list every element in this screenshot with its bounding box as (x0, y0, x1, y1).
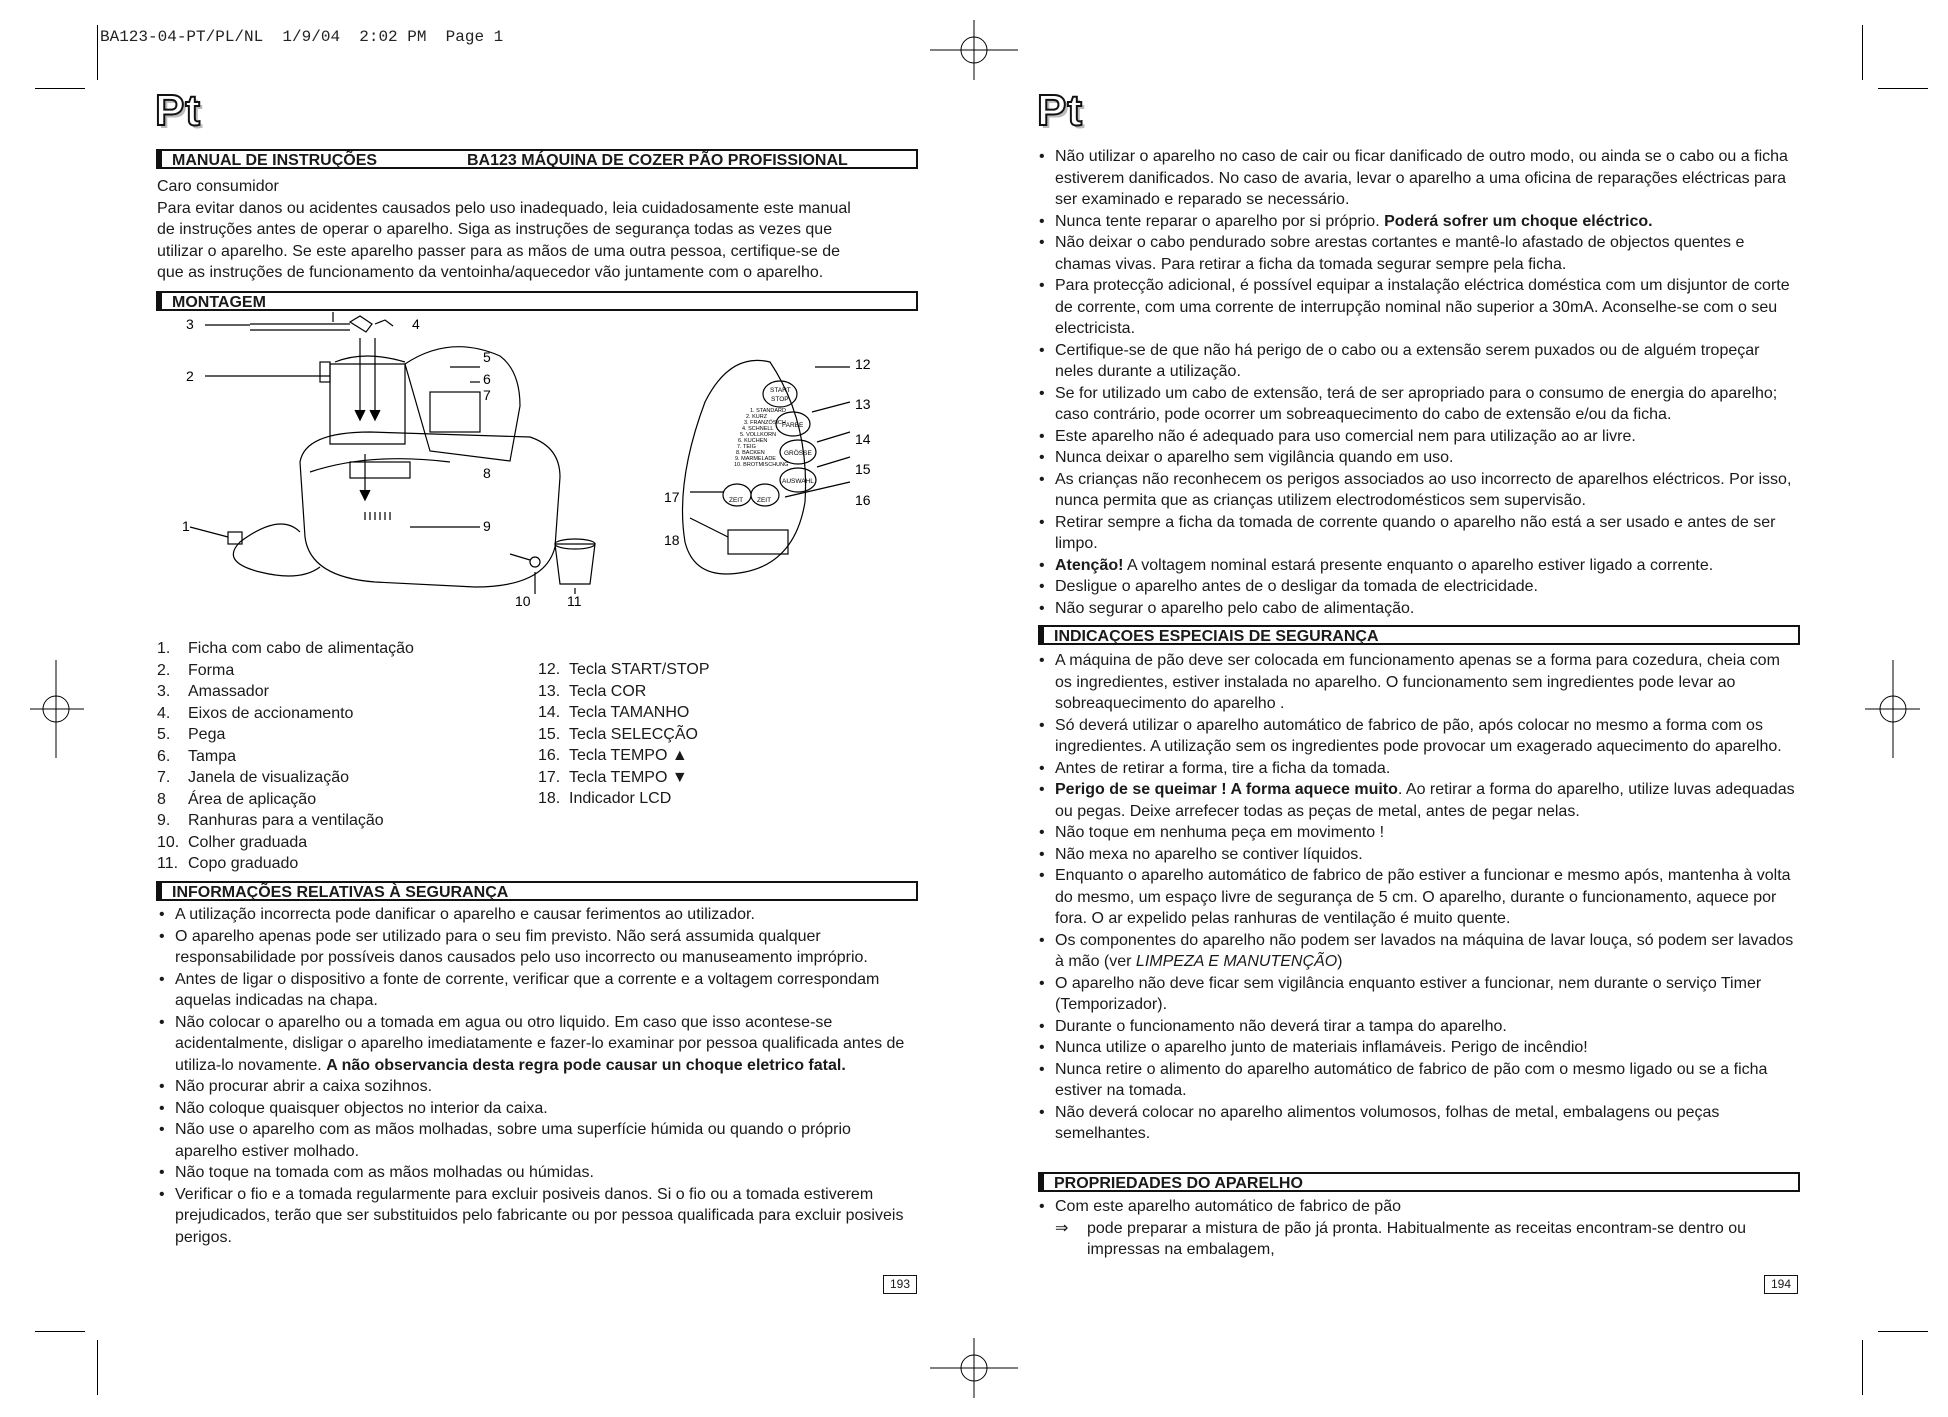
panel-program: 7. TEIG (737, 444, 756, 450)
manual-header-model: BA123 MÁQUINA DE COZER PÃO PROFISSIONAL (467, 152, 848, 169)
figure-number: 5 (483, 349, 491, 365)
parts-num: 13. (538, 682, 561, 700)
list-item (1037, 1016, 1797, 1038)
list-item (1037, 469, 1797, 512)
safety-list (157, 904, 917, 1248)
figure-number: 14 (855, 431, 871, 447)
list-item-text: Durante o funcionamento não deverá tirar a tampa do aparelho. (1055, 1017, 1507, 1035)
panel-program: 3. FRANZÖSICH (744, 420, 786, 426)
list-item (1037, 779, 1797, 822)
special-safety-header-label: INDICAÇOES ESPECIAIS DE SEGURANÇA (1054, 628, 1379, 645)
parts-text: Tecla TEMPO ▲ (569, 747, 688, 764)
list-item-text: Não toque na tomada com as mãos molhadas ou húmidas. (175, 1164, 594, 1181)
intro-line: de instruções antes de operar o aparelho. Siga as instruções de segurança todas as vezes que (157, 221, 833, 238)
parts-text: Indicador LCD (569, 790, 672, 807)
properties-header-label: PROPRIEDADES DO APARELHO (1054, 1175, 1303, 1192)
parts-text: Tampa (188, 747, 237, 765)
figure-number: 3 (186, 316, 194, 332)
parts-num: 17. (538, 768, 561, 786)
figure-number: 17 (664, 489, 680, 505)
list-item (1037, 576, 1797, 598)
parts-text: Tecla START/STOP (569, 661, 710, 678)
panel-stop-label: STOP (771, 396, 789, 403)
parts-num: 10. (157, 833, 180, 851)
safety-list-continued (1037, 146, 1797, 619)
list-item (157, 1184, 917, 1249)
figure-number: 8 (483, 465, 491, 481)
figure-number: 11 (567, 593, 582, 609)
list-item-text: . Ao retirar a forma do aparelho, utilize luvas adequadas ou pegas. Deixe arrefecer todas as peças de metal, antes de pegar nelas. (1055, 781, 1795, 820)
panel-zeit-label: ZEIT (729, 497, 744, 504)
list-item-text: Nunca utilize o aparelho junto de materiais inflamáveis. Perigo de incêndio! (1055, 1039, 1588, 1056)
parts-num: 18. (538, 790, 561, 807)
properties-section (1037, 1196, 1797, 1261)
parts-item (157, 789, 537, 811)
list-item (1037, 211, 1797, 233)
list-item (1037, 973, 1797, 1016)
list-item-text: Verificar o fio e a tomada regularmente para excluir posiveis danos. Si o fio ou a tomada estiverem prejudicados, terão que ser substituidos pelo fabricante ou por pessoa qualificada para excluir posiveis perigos. (175, 1185, 904, 1246)
list-item-text: ) (1337, 953, 1343, 970)
parts-num: 15. (538, 725, 561, 743)
list-item-text: Não mexa no aparelho se contiver líquidos. (1055, 845, 1363, 863)
parts-text: Forma (188, 661, 235, 679)
list-item-warning: Poderá sofrer um choque eléctrico. (1384, 212, 1653, 230)
list-item-text: Não utilizar o aparelho no caso de cair ou ficar danificado de outro modo, ou ainda se o cabo ou a ficha estiverem danificados. No caso de avaria, levar o aparelho a uma oficina de reparações eléctricas para ser examinado e reparado se necessário. (1055, 148, 1788, 208)
list-item (1037, 715, 1797, 758)
parts-num: 16. (538, 747, 561, 764)
properties-header (1042, 1172, 1800, 1192)
parts-num: 5. (157, 726, 171, 743)
list-item-text: Desligue o aparelho antes de o desligar da tomada de electricidade. (1055, 578, 1538, 595)
list-item-reference: LIMPEZA E MANUTENÇÃO (1135, 953, 1338, 970)
parts-text: Tecla TAMANHO (569, 704, 690, 721)
intro-line: Para evitar danos ou acidentes causados pelo uso inadequado, leia cuidadosamente este manual (157, 199, 851, 217)
intro-line: utilizar o aparelho. Se este aparelho passer para as mãos de uma outra pessoa, certifique-se de (157, 242, 841, 260)
parts-num: 12. (538, 661, 561, 678)
list-item-text: O aparelho apenas pode ser utilizado para o seu fim previsto. Não será assumida qualquer responsabilidade por possíveis danos causados pelo uso incorrecto ou manuseamento impróprio. (175, 927, 868, 966)
list-item (1037, 555, 1797, 577)
list-item (157, 926, 917, 969)
arrow-icon: ⇒ (1055, 1219, 1069, 1237)
parts-item (157, 767, 537, 789)
list-item (1037, 822, 1797, 844)
parts-text: Ficha com cabo de alimentação (188, 640, 414, 657)
figure-number: 6 (483, 371, 491, 387)
parts-num: 11. (157, 855, 179, 872)
parts-num: 9. (157, 812, 171, 829)
panel-grosse-label: GRÖSSE (784, 450, 812, 457)
parts-item (538, 659, 918, 681)
list-item-text: pode preparar a mistura de pão já pronta. Habitualmente as receitas encontram-se dentro ou impressas na embalagem, (1087, 1219, 1747, 1258)
figure-number: 9 (483, 518, 491, 534)
page-number-right: 194 (1764, 1275, 1798, 1294)
list-item-text: Com este aparelho automático de fabrico de pão (1055, 1198, 1401, 1215)
panel-farbe-label: FARBE (782, 422, 804, 429)
language-badge-right: Pt (1037, 86, 1083, 135)
parts-item (157, 638, 537, 660)
parts-list-col1 (157, 638, 537, 875)
list-item (1037, 447, 1797, 469)
parts-item (538, 788, 918, 810)
manual-header-title: MANUAL DE INSTRUÇÕES (172, 152, 378, 169)
panel-program: 10. BROTMISCHUNG (734, 462, 789, 468)
parts-item (157, 724, 537, 746)
parts-num: 7. (157, 769, 171, 786)
parts-text: Tecla TEMPO ▼ (569, 768, 688, 786)
list-item (1037, 232, 1797, 275)
list-item-text: Não use o aparelho com as mãos molhadas, sobre uma superfície húmida ou quando o próprio aparelho estiver molhado. (175, 1121, 851, 1160)
list-item (1037, 844, 1797, 866)
list-item (157, 904, 917, 926)
list-item-warning: A não observancia desta regra pode causar un choque eletrico fatal. (326, 1056, 846, 1074)
list-item (157, 1162, 917, 1184)
panel-program: 1. STANDARD (750, 408, 786, 414)
list-item (1055, 1218, 1797, 1261)
parts-list-col2 (538, 659, 918, 810)
assembly-figure (150, 312, 920, 622)
panel-start-label: START (770, 387, 791, 394)
list-item-text: Não procurar abrir a caixa sozihnos. (175, 1078, 433, 1095)
panel-zeit-label: ZEIT (757, 497, 772, 504)
intro-section (157, 176, 917, 284)
list-item (1037, 1102, 1797, 1145)
parts-item (157, 703, 537, 725)
list-item-text: Para protecção adicional, é possível equipar a instalação eléctrica doméstica com um disjuntor de corte de corrente, com uma corrente de interrupção nominal não superior a 30mA. Aconselhe-se com o seu electricista. (1055, 277, 1790, 337)
list-item-text: Enquanto o aparelho automático de fabrico de pão estiver a funcionar e mesmo após, mantenha à volta do mesmo, um espaço livre de segurança de 5 cm. O aparelho, durante o funcionamento, aquece por fora. O ar expelido pelas ranhuras de ventilação é muito quente. (1055, 867, 1791, 927)
list-item (1037, 865, 1797, 930)
print-slug: BA123-04-PT/PL/NL 1/9/04 2:02 PM Page 1 (100, 28, 504, 46)
panel-program: 4. SCHNELL (742, 426, 774, 432)
list-item-text: Não colocar o aparelho ou a tomada em agua ou otro liquido. Em caso que isso acontese-se acidentalmente, disligar o aparelho imediatamente e fazer-lo examinar por pessoa qualificada antes de utiliza-lo novamente. (175, 1013, 905, 1074)
list-item (1037, 598, 1797, 620)
list-item-text: Este aparelho não é adequado para uso comercial nem para utilização ao ar livre. (1055, 427, 1636, 445)
parts-num: 6. (157, 747, 171, 765)
list-item-text: Nunca deixar o aparelho sem vigilância quando em uso. (1055, 449, 1454, 466)
panel-auswahl-label: AUSWAHL (782, 478, 814, 485)
parts-text: Janela de visualização (188, 769, 349, 786)
list-item (157, 1098, 917, 1120)
list-item-text: Não coloque quaisquer objectos no interior da caixa. (175, 1099, 548, 1117)
montagem-header-label: MONTAGEM (172, 294, 266, 311)
parts-item (538, 724, 918, 746)
page-number-left: 193 (883, 1275, 917, 1294)
parts-text: Colher graduada (188, 833, 308, 851)
parts-item (538, 745, 918, 767)
figure-number: 4 (412, 316, 420, 332)
list-item-text: A máquina de pão deve ser colocada em funcionamento apenas se a forma para cozedura, cheia com os ingredientes, estiver instalada no aparelho. O funcionamento sem ingredientes pode levar ao sobreaquecimento do aparelho . (1055, 652, 1780, 712)
list-item (1037, 930, 1797, 973)
list-item-text: Não segurar o aparelho pelo cabo de alimentação. (1055, 599, 1415, 617)
parts-num: 4. (157, 704, 171, 722)
special-safety-list (1037, 650, 1797, 1145)
list-item (1037, 1037, 1797, 1059)
parts-item (157, 832, 537, 854)
manual-header (160, 149, 918, 169)
list-item-text: Não deixar o cabo pendurado sobre arestas cortantes e mantê-lo afastado de objectos quentes e chamas vivas. Para retirar a ficha da tomada segurar sempre pela ficha. (1055, 234, 1745, 273)
safety-header (160, 881, 918, 901)
list-item (1037, 758, 1797, 780)
figure-number: 16 (855, 492, 871, 508)
parts-text: Pega (188, 726, 226, 743)
list-item (1037, 426, 1797, 448)
list-item-text: Não deverá colocar no aparelho alimentos volumosos, folhas de metal, embalagens ou peças semelhantes. (1055, 1103, 1720, 1142)
panel-program: 9. MARMELADE (735, 456, 776, 462)
figure-number: 12 (855, 356, 871, 372)
list-item (1037, 650, 1797, 715)
list-item (1037, 146, 1797, 211)
parts-num: 2. (157, 661, 171, 679)
list-item-text: As crianças não reconhecem os perigos associados ao uso incorrecto de aparelhos eléctricos. Por isso, nunca permita que as crianças utilizem electrodomésticos sem supervisão. (1055, 470, 1792, 509)
list-item (1037, 383, 1797, 426)
figure-number: 7 (483, 387, 491, 403)
intro-title: Caro consumidor (157, 178, 279, 195)
parts-text: Tecla SELECÇÃO (569, 725, 698, 743)
panel-program: 2. KURZ (746, 414, 768, 420)
parts-item (538, 767, 918, 789)
panel-program: 8. BACKEN (736, 450, 765, 456)
parts-item (157, 660, 537, 682)
parts-item (157, 810, 537, 832)
list-item-text: O aparelho não deve ficar sem vigilância enquanto estiver a funcionar, nem durante o serviço Timer (Temporizador). (1055, 974, 1762, 1013)
parts-num: 1. (157, 640, 171, 657)
list-item-text: Não toque em nenhuma peça em movimento ! (1055, 824, 1385, 841)
parts-text: Amassador (188, 683, 269, 700)
parts-text: Tecla COR (569, 682, 647, 700)
figure-number: 18 (664, 532, 680, 548)
list-item (157, 1012, 917, 1077)
list-item (1037, 512, 1797, 555)
parts-num: 8 (157, 790, 166, 808)
list-item-text: Antes de retirar a forma, tire a ficha da tomada. (1055, 759, 1391, 777)
parts-text: Área de aplicação (188, 790, 317, 808)
safety-header-label: INFORMAÇÕES RELATIVAS À SEGURANÇA (172, 884, 509, 901)
figure-number: 15 (855, 461, 871, 477)
intro-line: que as instruções de funcionamento da ventoinha/aquecedor vão juntamente com o aparelho. (157, 264, 824, 281)
parts-item (538, 702, 918, 724)
list-item (1037, 275, 1797, 340)
parts-item (157, 681, 537, 703)
parts-item (157, 746, 537, 768)
parts-item (538, 681, 918, 703)
list-item-text: Antes de ligar o dispositivo a fonte de corrente, verificar que a corrente e a voltagem correspondam aquelas indicadas na chapa. (175, 970, 880, 1009)
language-badge-left: Pt (155, 86, 201, 135)
parts-item (157, 853, 537, 875)
list-item (157, 1119, 917, 1162)
figure-number: 13 (855, 396, 871, 412)
list-item-text: Se for utilizado um cabo de extensão, terá de ser apropriado para o consumo de energia do aparelho; caso contrário, pode ocorrer um sobreaquecimento do cabo de extensão e/ou da ficha. (1055, 384, 1778, 423)
parts-num: 14. (538, 704, 561, 721)
list-item-text: Só deverá utilizar o aparelho automático de fabrico de pão, após colocar no mesmo a forma com os ingredientes. A utilização sem os ingredientes pode provocar um exagerado aquecimento do aparelho. (1055, 716, 1782, 755)
figure-number: 2 (186, 368, 194, 384)
special-safety-header (1042, 625, 1800, 645)
panel-program: 6. KUCHEN (738, 438, 768, 444)
list-item (1037, 1196, 1797, 1218)
list-item-text: Os componentes do aparelho não podem ser lavados na máquina de lavar louça, só podem ser lavados à mão (ver (1055, 931, 1794, 970)
figure-number: 1 (182, 518, 190, 534)
list-item-text: Retirar sempre a ficha da tomada de corrente quando o aparelho não está a ser usado e antes de ser limpo. (1055, 513, 1776, 552)
montagem-header (160, 291, 918, 311)
parts-num: 3. (157, 683, 171, 700)
figure-number: 10 (515, 593, 531, 609)
list-item-warning: Perigo de se queimar ! A forma aquece muito (1055, 781, 1398, 798)
parts-text: Copo graduado (188, 855, 299, 872)
list-item-text: A voltagem nominal estará presente enquanto o aparelho estiver ligado a corrente. (1123, 556, 1714, 574)
list-item (157, 969, 917, 1012)
list-item-text: A utilização incorrecta pode danificar o aparelho e causar ferimentos ao utilizador. (175, 906, 755, 923)
list-item (1037, 340, 1797, 383)
list-item (157, 1076, 917, 1098)
list-item-text: Nunca retire o alimento do aparelho automático de fabrico de pão com o mesmo ligado ou se a ficha estiver na tomada. (1055, 1060, 1768, 1099)
list-item-text: Certifique-se de que não há perigo de o cabo ou a extensão serem puxados ou de alguém tropeçar neles durante a utilização. (1055, 341, 1760, 380)
panel-program: 5. VOLLKORN (740, 432, 777, 438)
list-item (1037, 1059, 1797, 1102)
parts-text: Ranhuras para a ventilação (188, 812, 384, 829)
list-item-text: Nunca tente reparar o aparelho por si próprio. (1055, 212, 1385, 230)
list-item-warning: Atenção! (1055, 556, 1124, 574)
parts-text: Eixos de accionamento (188, 704, 354, 722)
